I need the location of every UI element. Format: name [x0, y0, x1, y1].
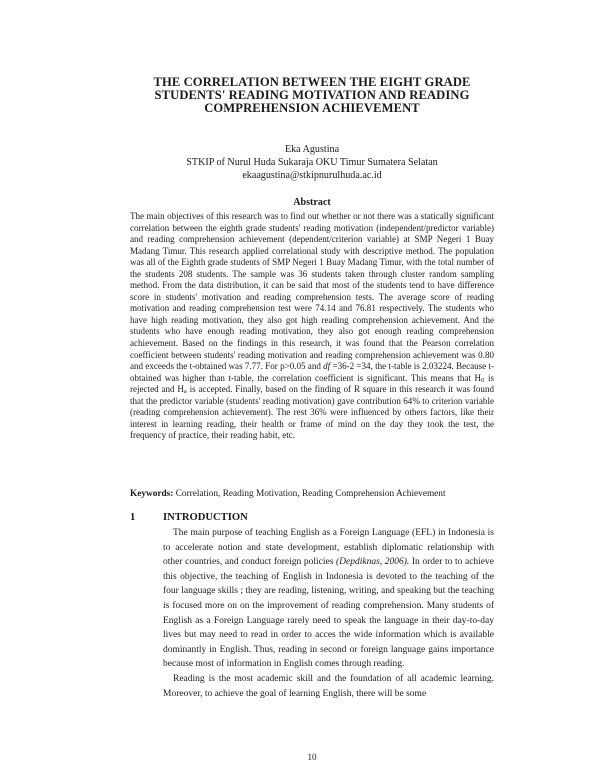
abstract-segment: is accepted. Finally, based on the finding of R square in this research it was found that the predictor variable (students' reading motivation) gave contribution 64% to criterion variable (reading comprehension achievement). The rest 36% were influenced by others factors, like their interest in learning reading, their health or frame of mind on the day they took the test, the frequency of practice, their reading habit, etc.: [130, 384, 495, 441]
abstract-df: df: [323, 361, 331, 372]
paragraph: Reading is the most academic skill and the foundation of all academic learning. Moreover, to achieve the goal of learning English, there will be some: [163, 673, 494, 699]
ha-subscript: a: [183, 388, 187, 396]
title-line: COMPREHENSION ACHIEVEMENT: [204, 101, 420, 115]
keywords-text: Correlation, Reading Motivation, Reading Comprehension Achievement: [173, 489, 446, 499]
introduction-body: [163, 526, 494, 701]
h0-subscript: 0: [481, 376, 485, 384]
citation: (Depdiknas, 2006).: [336, 557, 410, 568]
paragraph-segment: In order to to achieve this objective, the teaching of English in Indonesia is devoted to the teaching of the four language skills ; they are reading, listening, writing, and speaking but the teaching is focused more on on the improvement of reading comprehension. Many students of English as a Foreign Language rarely need to speak the language in their day-to-day lives but may need to read in order to acces the wide information which is available dominantly in English. Thus, reading in second or foreign language gains importance because most of information in English comes through reading.: [163, 557, 494, 670]
title-line: STUDENTS' READING MOTIVATION AND READING: [154, 88, 470, 102]
keywords: [130, 488, 510, 500]
abstract-segment: =36-2 =34, the t-table is 2.03224. Because t-obtained was higher than t-table, the correlation coefficient is significant. This means that H: [130, 361, 494, 383]
page-number: 10: [307, 752, 317, 762]
author-affiliation: STKIP of Nurul Huda Sukaraja OKU Timur Sumatera Selatan: [186, 157, 438, 168]
keywords-label: Keywords:: [130, 489, 174, 499]
paragraph: [163, 526, 494, 672]
abstract-heading: Abstract: [293, 197, 331, 208]
abstract-text: [130, 211, 494, 442]
paper-title: [100, 76, 524, 115]
section-heading: [130, 512, 248, 523]
abstract-segment: The main objectives of this research was to find out whether or not there was a statically significant correlation between the eighth grade students' reading motivation (independent/predictor variable) and reading comprehension achievement (dependent/criterion variable) at SMP Negeri 1 Buay Madang Timur. This research applied correlational study with descriptive method. The population was all of the Eighth grade students of SMP Negeri 1 Buay Madang Timur, with the total number of the students 208 students. The sample was 36 students taken through cluster random sampling method. From the data distribution, it can be said that most of the students tend to have difference score in students' motivation and reading comprehension tests. The average score of reading motivation and reading comprehension test were 74.14 and 76.81 respectively. The students who have high reading motivation, they also got high reading comprehension achievement. And the students who have enough reading motivation, they also got enough reading comprehension achievement. Based on the findings in this research, it was found that the Pearson correlation coefficient between students' reading motivation and reading comprehension achievement was 0.80 and exceeds the t-obtained was 7.77. For p>0.05 and: [130, 211, 494, 372]
section-title: INTRODUCTION: [163, 512, 248, 523]
author-block: [100, 143, 524, 182]
title-line: THE CORRELATION BETWEEN THE EIGHT GRADE: [153, 75, 471, 89]
author-email: ekaagustina@stkipnurulhuda.ac.id: [242, 170, 382, 181]
section-number: 1: [130, 512, 136, 523]
abstract-segment: is rejected and H: [130, 372, 495, 395]
paragraph-segment: The main purpose of teaching English as a Foreign Language (EFL) in Indonesia is to accelerate notion and state development, establish diplomatic relationship with other countries, and conduct foreign policies: [163, 528, 494, 568]
author-name: Eka Agustina: [284, 144, 340, 155]
